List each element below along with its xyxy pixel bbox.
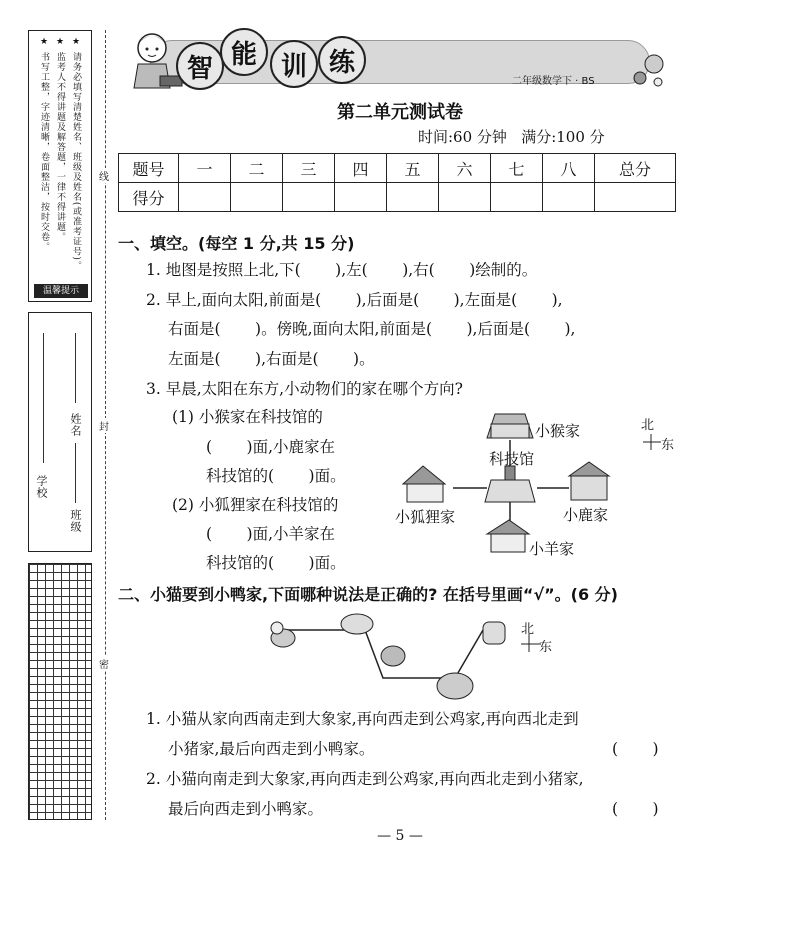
school-label: 学校 (35, 475, 48, 499)
banner-char-1: 智 (176, 42, 224, 90)
score-input-cell[interactable] (543, 183, 595, 212)
score-header-cell: 二 (231, 154, 283, 183)
seal-char-seal: 封 (99, 418, 109, 433)
monkey-house-icon (487, 414, 533, 438)
score-input-cell[interactable] (179, 183, 231, 212)
section2-heading: 二、小猫要到小鸭家,下面哪种说法是正确的? 在括号里画“√”。(6 分) (118, 585, 618, 604)
class-label: 班级 (69, 509, 82, 533)
school-line (43, 333, 44, 463)
route-compass-north: 北 (521, 622, 535, 637)
map-label-fox: 小狐狸家 (395, 508, 456, 526)
q3-1-line3: 科技馆的( )面。 (206, 467, 346, 485)
s2-line2: 最后向西走到小鸭家。 (168, 800, 324, 818)
museum-icon (485, 466, 535, 502)
score-input-cell[interactable] (387, 183, 439, 212)
q3-2-line2: ( )面,小羊家在 (206, 525, 336, 543)
map-label-deer: 小鹿家 (563, 506, 609, 524)
page-number: — 5 — (377, 828, 423, 844)
q3-text: 3. 早晨,太阳在东方,小动物们的家在哪个方向? (146, 380, 463, 398)
q3-1-line1: (1) 小猴家在科技馆的 (172, 408, 323, 426)
stamp-badge: 温馨提示 (34, 284, 88, 298)
sheep-house-icon (487, 520, 529, 552)
header-banner (120, 28, 675, 94)
page-title: 第二单元测试卷 (337, 102, 463, 123)
score-header-cell: 五 (387, 154, 439, 183)
map-compass-north: 北 (641, 418, 655, 433)
subject-label: 二年级数学下 · BS (512, 76, 595, 87)
direction-map (395, 400, 677, 565)
note-1: ★ 请务必填写清楚姓名、班级及姓名(或准考证号)。 (71, 37, 81, 271)
score-header-cell: 八 (543, 154, 595, 183)
deer-house-icon (569, 462, 609, 500)
notes-box (28, 30, 92, 302)
rooster-icon (381, 646, 405, 666)
section1-heading: 一、填空。(每空 1 分,共 15 分) (118, 234, 355, 253)
s2-answer-paren[interactable]: ( ) (612, 800, 659, 818)
student-info-box (28, 312, 92, 552)
duck-icon (271, 622, 295, 647)
fox-house-icon (403, 466, 445, 502)
map-label-museum: 科技馆 (489, 450, 535, 468)
seal-char-line: 线 (99, 168, 109, 183)
q3-2-line3: 科技馆的( )面。 (206, 554, 346, 572)
pig-icon (341, 614, 373, 634)
score-header-cell: 六 (439, 154, 491, 183)
score-value-row (119, 183, 676, 212)
banner-char-4: 练 (318, 36, 366, 84)
route-compass-east: 东 (539, 640, 553, 655)
bubbles-decoration (620, 48, 670, 98)
score-header-cell: 四 (335, 154, 387, 183)
s1-line1: 1. 小猫从家向西南走到大象家,再向西走到公鸡家,再向西北走到 (146, 710, 579, 728)
route-figure (265, 608, 565, 704)
score-header-row (119, 154, 676, 183)
q2-line1: 2. 早上,面向太阳,前面是( ),后面是( ),左面是( ), (146, 291, 563, 309)
elephant-icon (437, 673, 473, 699)
map-label-monkey: 小猴家 (535, 422, 581, 440)
q1-text: 1. 地图是按照上北,下( ),左( ),右( )绘制的。 (146, 261, 538, 279)
route-lines (265, 608, 565, 704)
banner-char-2: 能 (220, 28, 268, 76)
score-input-cell[interactable] (439, 183, 491, 212)
score-input-cell[interactable] (335, 183, 387, 212)
score-header-cell: 七 (491, 154, 543, 183)
score-header-cell: 一 (179, 154, 231, 183)
score-header-cell: 总分 (595, 154, 676, 183)
score-row-label: 得分 (119, 183, 179, 212)
note-2: ★ 监考人不得讲题及解答题，一律不得讲题。 (55, 37, 65, 242)
s1-line2: 小猪家,最后向西走到小鸭家。 (168, 740, 375, 758)
score-input-cell[interactable] (491, 183, 543, 212)
q3-1-line2: ( )面,小鹿家在 (206, 438, 336, 456)
score-header-cell: 题号 (119, 154, 179, 183)
score-input-cell[interactable] (231, 183, 283, 212)
q2-line3: 左面是( ),右面是( )。 (168, 350, 375, 368)
s1-answer-paren[interactable]: ( ) (612, 740, 659, 758)
binding-strip (28, 30, 100, 820)
note-3: ★ 书写工整，字迹清晰，卷面整洁，按时交卷。 (39, 37, 49, 252)
grid-box (28, 563, 92, 820)
cat-icon (483, 622, 505, 644)
score-header-cell: 三 (283, 154, 335, 183)
compass-icon (643, 434, 661, 450)
name-line (75, 333, 76, 403)
banner-char-3: 训 (270, 40, 318, 88)
map-compass-east: 东 (661, 438, 675, 453)
time-info: 时间:60 分钟 满分:100 分 (418, 128, 605, 146)
score-table (118, 153, 676, 212)
score-input-cell[interactable] (283, 183, 335, 212)
map-label-sheep: 小羊家 (529, 540, 575, 558)
seal-char-secret: 密 (99, 656, 109, 671)
name-label: 姓名 (69, 413, 82, 437)
score-input-cell[interactable] (595, 183, 676, 212)
q3-2-line1: (2) 小狐狸家在科技馆的 (172, 496, 339, 514)
s2-line1: 2. 小猫向南走到大象家,再向西走到公鸡家,再向西北走到小猪家, (146, 770, 584, 788)
q2-line2: 右面是( )。傍晚,面向太阳,前面是( ),后面是( ), (168, 320, 576, 338)
class-line (75, 443, 76, 503)
